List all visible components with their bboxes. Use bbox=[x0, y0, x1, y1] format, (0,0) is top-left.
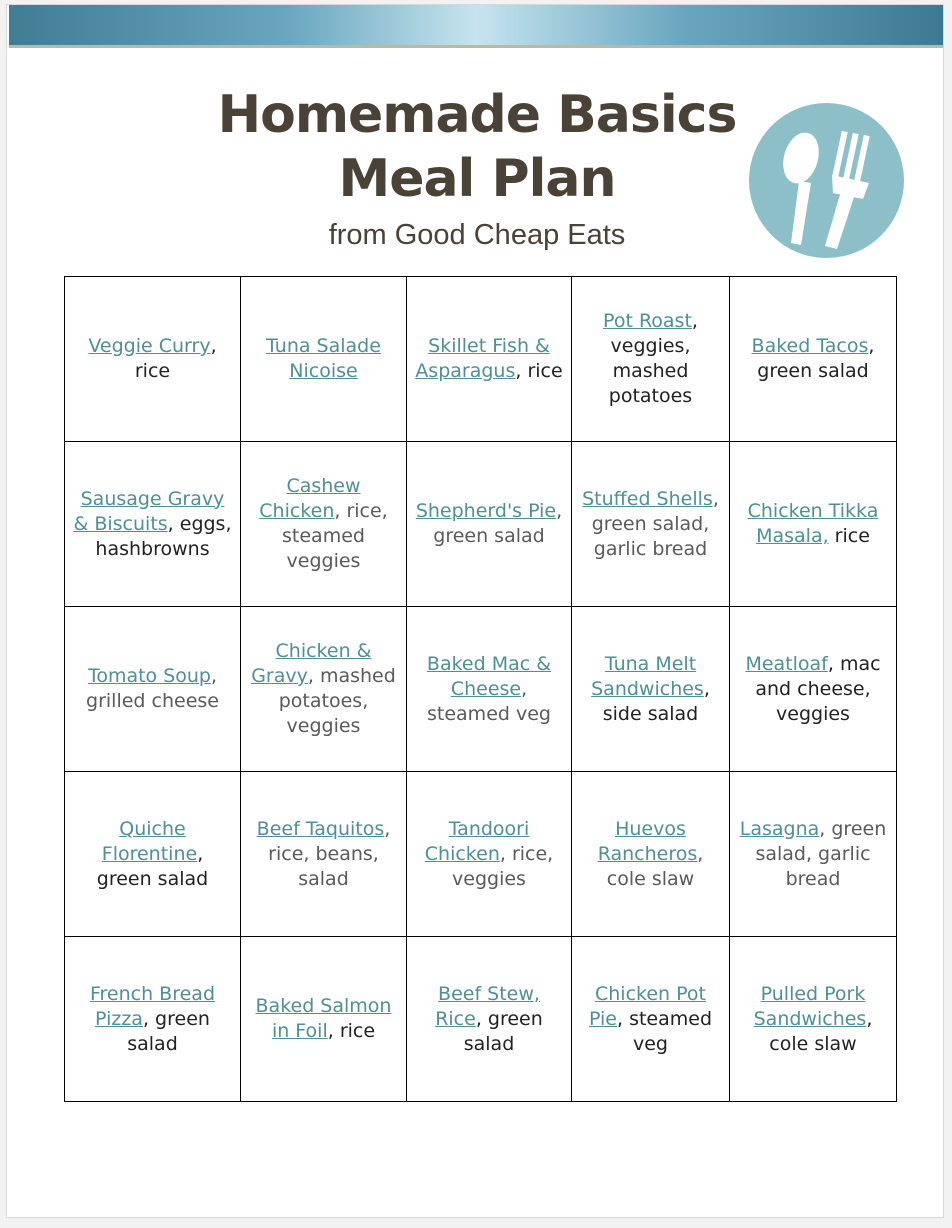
meal-cell bbox=[241, 772, 407, 937]
meal-cell bbox=[730, 277, 897, 442]
meal-sides: , green salad bbox=[96, 842, 209, 890]
meal-link[interactable]: Beef Taquitos bbox=[256, 817, 385, 840]
meal-cell bbox=[241, 277, 407, 442]
meal-sides: , green salad, garlic bread bbox=[591, 487, 719, 560]
meal-link[interactable]: Tomato Soup bbox=[87, 665, 211, 687]
spoon-fork-icon bbox=[749, 103, 904, 258]
meal-link[interactable]: Skillet Fish & Asparagus bbox=[415, 335, 550, 382]
meal-link[interactable]: Chicken Tikka Masala, bbox=[747, 500, 879, 547]
meal-link[interactable]: Baked Tacos bbox=[751, 335, 869, 357]
meal-cell bbox=[241, 937, 407, 1102]
meal-link[interactable]: Tuna Melt Sandwiches bbox=[591, 652, 704, 700]
meal-link[interactable]: Shepherd's Pie bbox=[415, 500, 557, 522]
meal-cell bbox=[572, 277, 730, 442]
meal-cell bbox=[572, 442, 730, 607]
meal-sides: , green salad bbox=[127, 1007, 210, 1055]
meal-link[interactable]: Beef Stew, Rice bbox=[435, 982, 540, 1030]
meal-link[interactable]: Veggie Curry bbox=[88, 335, 211, 357]
meal-link[interactable]: Chicken & Gravy bbox=[251, 640, 372, 687]
meal-cell bbox=[65, 442, 241, 607]
meal-cell bbox=[730, 772, 897, 937]
meal-link[interactable]: Cashew Chicken bbox=[259, 475, 361, 522]
meal-cell bbox=[730, 937, 897, 1102]
table-row bbox=[65, 937, 897, 1102]
meal-sides: , grilled cheese bbox=[86, 665, 219, 712]
meal-cell bbox=[407, 277, 572, 442]
meal-link[interactable]: Huevos Rancheros bbox=[597, 817, 698, 865]
meal-cell bbox=[407, 937, 572, 1102]
meal-link[interactable]: Baked Salmon in Foil bbox=[255, 995, 392, 1042]
title-line-1: Homemade Basics bbox=[217, 85, 737, 145]
meal-plan-grid bbox=[64, 276, 897, 1102]
meal-cell bbox=[407, 772, 572, 937]
meal-cell bbox=[572, 772, 730, 937]
table-row bbox=[65, 607, 897, 772]
meal-cell bbox=[241, 607, 407, 772]
meal-sides: , rice bbox=[515, 360, 563, 382]
meal-cell bbox=[407, 442, 572, 607]
meal-link[interactable]: Meatloaf bbox=[745, 652, 828, 675]
table-row bbox=[65, 442, 897, 607]
meal-link[interactable]: Lasagna bbox=[739, 817, 820, 840]
meal-sides: , side salad bbox=[602, 677, 710, 725]
meal-sides: , veggies, mashed potatoes bbox=[608, 310, 698, 407]
meal-cell bbox=[65, 937, 241, 1102]
meal-cell bbox=[241, 442, 407, 607]
meal-cell bbox=[407, 607, 572, 772]
meal-sides: , rice, steamed veggies bbox=[282, 500, 388, 572]
meal-sides: , rice, beans, salad bbox=[268, 817, 391, 890]
table-row bbox=[65, 277, 897, 442]
meal-cell bbox=[65, 772, 241, 937]
meal-link[interactable]: French Bread Pizza bbox=[89, 982, 216, 1030]
meal-sides: , rice bbox=[134, 335, 217, 382]
meal-cell bbox=[65, 277, 241, 442]
meal-link[interactable]: Pulled Pork Sandwiches bbox=[753, 982, 867, 1030]
meal-sides: , steamed veg bbox=[616, 1007, 713, 1055]
meal-sides: , rice, veggies bbox=[452, 842, 554, 890]
meal-sides: , green salad bbox=[463, 1007, 543, 1055]
meal-sides: , green salad bbox=[433, 500, 563, 547]
meal-sides: , green salad bbox=[757, 335, 875, 382]
meal-sides: , cole slaw bbox=[769, 1007, 873, 1055]
meal-sides: , green salad, garlic bread bbox=[755, 817, 887, 890]
meal-cell bbox=[730, 442, 897, 607]
page-subtitle: from Good Cheap Eats bbox=[328, 219, 626, 251]
meal-link[interactable]: Tuna Salade Nicoise bbox=[266, 335, 381, 382]
meal-sides: , cole slaw bbox=[606, 842, 704, 890]
table-row bbox=[65, 772, 897, 937]
meal-sides: , mashed potatoes, veggies bbox=[278, 665, 396, 737]
header-banner bbox=[9, 5, 943, 48]
meal-link[interactable]: Quiche Florentine bbox=[101, 817, 198, 865]
meal-link[interactable]: Stuffed Shells bbox=[582, 487, 713, 510]
page-title bbox=[127, 83, 827, 211]
title-line-2: Meal Plan bbox=[338, 149, 616, 209]
meal-cell bbox=[65, 607, 241, 772]
document-page bbox=[6, 4, 944, 1218]
meal-link[interactable]: Baked Mac & Cheese bbox=[426, 652, 552, 700]
meal-link[interactable]: Tandoori Chicken bbox=[424, 817, 530, 865]
meal-cell bbox=[730, 607, 897, 772]
meal-link[interactable]: Pot Roast bbox=[603, 310, 692, 332]
meal-cell bbox=[572, 937, 730, 1102]
meal-link[interactable]: Sausage Gravy & Biscuits bbox=[73, 487, 225, 535]
meal-sides: rice bbox=[828, 525, 870, 547]
meal-sides: , mac and cheese, veggies bbox=[755, 652, 881, 725]
meal-sides: , rice bbox=[327, 1020, 376, 1042]
meal-cell bbox=[572, 607, 730, 772]
meal-sides: , steamed veg bbox=[427, 677, 551, 725]
meal-link[interactable]: Chicken Pot Pie bbox=[588, 982, 706, 1030]
meal-sides: , eggs, hashbrowns bbox=[95, 512, 232, 560]
